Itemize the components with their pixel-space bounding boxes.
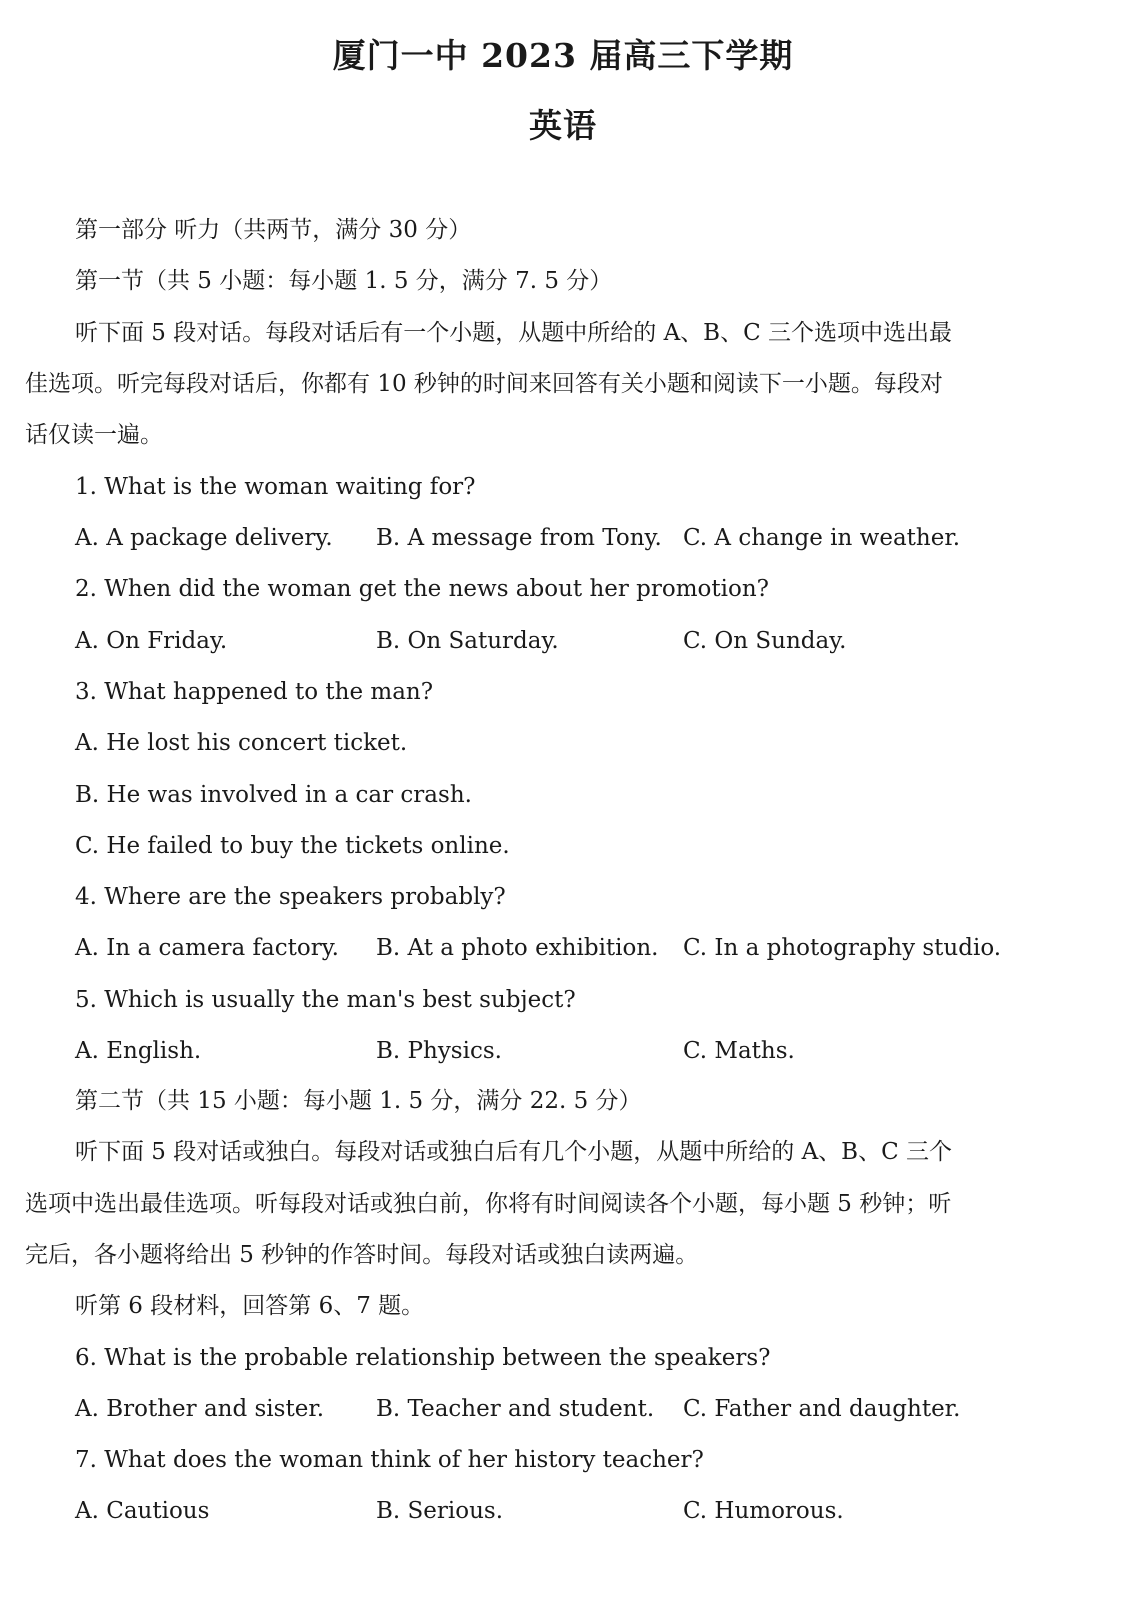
section2-instructions-line: 听下面 5 段对话或独白。每段对话或独白后有几个小题，从题中所给的 A、B、C 三个: [75, 1139, 952, 1165]
option-b: B. Serious.: [376, 1498, 504, 1524]
option-a: A. English.: [75, 1038, 202, 1064]
option-a: A. A package delivery.: [75, 525, 333, 551]
option-a: A. In a camera factory.: [75, 935, 339, 961]
option-c: C. He failed to buy the tickets online.: [75, 833, 510, 859]
question-stem: 7. What does the woman think of her history teacher?: [75, 1447, 704, 1473]
question-stem: 6. What is the probable relationship between the speakers?: [75, 1345, 771, 1371]
option-c: C. Humorous.: [683, 1498, 844, 1524]
option-c: C. Maths.: [683, 1038, 795, 1064]
option-a: A. He lost his concert ticket.: [75, 730, 408, 756]
option-c: C. On Sunday.: [683, 628, 847, 654]
section2-instructions-line: 完后，各小题将给出 5 秒钟的作答时间。每段对话或独白读两遍。: [25, 1242, 699, 1268]
option-b: B. On Saturday.: [376, 628, 559, 654]
option-a: A. On Friday.: [75, 628, 228, 654]
question-stem: 4. Where are the speakers probably?: [75, 884, 506, 910]
question-stem: 1. What is the woman waiting for?: [75, 474, 476, 500]
option-b: B. At a photo exhibition.: [376, 935, 659, 961]
option-b: B. A message from Tony.: [376, 525, 662, 551]
option-c: C. A change in weather.: [683, 525, 961, 551]
exam-subject: 英语: [529, 106, 597, 145]
section2-heading: 第二节（共 15 小题：每小题 1. 5 分，满分 22. 5 分）: [75, 1088, 642, 1114]
option-b: B. Physics.: [376, 1038, 502, 1064]
option-b: B. Teacher and student.: [376, 1396, 655, 1422]
option-c: C. In a photography studio.: [683, 935, 1002, 961]
question-stem: 5. Which is usually the man's best subject?: [75, 987, 576, 1013]
section1-heading: 第一节（共 5 小题：每小题 1. 5 分，满分 7. 5 分）: [75, 268, 613, 294]
section1-instructions-line: 佳选项。听完每段对话后，你都有 10 秒钟的时间来回答有关小题和阅读下一小题。每段对: [25, 371, 943, 397]
option-c: C. Father and daughter.: [683, 1396, 961, 1422]
question-stem: 2. When did the woman get the news about her promotion?: [75, 576, 769, 602]
part1-heading: 第一部分 听力（共两节，满分 30 分）: [75, 217, 472, 243]
question-stem: 3. What happened to the man?: [75, 679, 434, 705]
option-b: B. He was involved in a car crash.: [75, 782, 472, 808]
section1-instructions-line: 听下面 5 段对话。每段对话后有一个小题，从题中所给的 A、B、C 三个选项中选出最: [75, 320, 952, 346]
option-a: A. Brother and sister.: [75, 1396, 325, 1422]
material-note: 听第 6 段材料，回答第 6、7 题。: [75, 1293, 425, 1319]
option-a: A. Cautious: [75, 1498, 210, 1524]
section1-instructions-line: 话仅读一遍。: [25, 422, 163, 448]
section2-instructions-line: 选项中选出最佳选项。听每段对话或独白前，你将有时间阅读各个小题，每小题 5 秒钟；听: [25, 1191, 952, 1217]
exam-title: 厦门一中 2023 届高三下学期: [332, 36, 794, 75]
